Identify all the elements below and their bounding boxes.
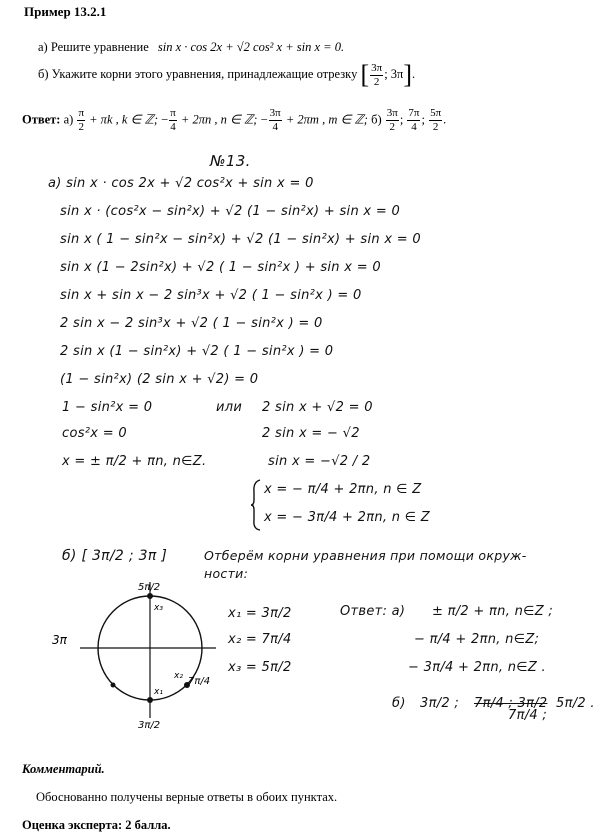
part-a-prefix: а) Решите уравнение	[38, 40, 149, 54]
root-x1: x₁ = 3π/2	[228, 606, 292, 621]
case-right-3: sin x = −√2 / 2	[268, 454, 371, 469]
b3-den: 2	[432, 121, 439, 133]
root2-den: 4	[170, 121, 176, 133]
problem-part-a	[38, 40, 344, 55]
answer-part-a-label: а)	[63, 112, 74, 127]
unit-circle-diagram	[50, 578, 220, 738]
label-x2: x₂	[174, 671, 183, 681]
expert-score: Оценка эксперта: 2 балла.	[22, 818, 171, 832]
solution-heading: №13.	[210, 152, 251, 170]
example-title: Пример 13.2.1	[24, 4, 107, 19]
case-left-3: x = ± π/2 + πn, n∈Z.	[62, 454, 207, 469]
part-a-equation: sin x · cos 2x + √2 cos² x + sin x = 0.	[157, 40, 345, 54]
label-x1: x₁	[154, 687, 163, 697]
solution-line-5: sin x + sin x − 2 sin³x + √2 ( 1 − sin²x ) = 0	[60, 288, 362, 303]
root1-den: 2	[78, 121, 84, 133]
hw-answer-a-1: ± π/2 + πn, n∈Z ;	[432, 604, 554, 619]
root1-num: π	[78, 107, 84, 119]
hw-answer-a-3: − 3π/4 + 2πn, n∈Z .	[408, 660, 546, 675]
answer-label: Ответ:	[22, 112, 61, 127]
b3-num: 5π	[430, 107, 442, 119]
segment-right: ; 3π	[384, 66, 404, 81]
case-left-1: 1 − sin²x = 0	[62, 400, 153, 415]
root2-num: π	[170, 107, 176, 119]
part-b-prefix: б) Укажите корни этого уравнения, принадлежащие отрезку	[38, 66, 358, 81]
root-x3: x₃ = 5π/2	[228, 660, 292, 675]
part-b-text-1: Отберём корни уравнения при помощи окруж-	[204, 548, 527, 563]
segment-left-num: 3π	[371, 61, 383, 74]
b1-den: 2	[389, 121, 396, 133]
solution-line-7: 2 sin x (1 − sin²x) + √2 ( 1 − sin²x ) = 0	[60, 344, 334, 359]
b1-num: 3π	[386, 107, 398, 119]
or-word: или	[216, 400, 243, 415]
part-b-suffix: .	[412, 66, 416, 81]
root-x2: x₂ = 7π/4	[228, 632, 292, 647]
label-x3: x₃	[154, 603, 163, 613]
problem-part-b: б) Укажите корни этого уравнения, принадлежащие отрезку [ $\frac{3\pi}{2}$ ; 3π].	[38, 60, 416, 89]
part-b-segment: б) [ 3π/2 ; 3π ]	[62, 548, 168, 564]
system-bracket	[250, 478, 262, 532]
case-right-2: 2 sin x = − √2	[262, 426, 360, 441]
solution-line-3: sin x ( 1 − sin²x − sin²x) + √2 (1 − sin²x) + sin x = 0	[60, 232, 421, 247]
hw-answer-a-2: − π/4 + 2πn, n∈Z;	[414, 632, 540, 647]
system-line-1: x = − π/4 + 2πn, n ∈ Z	[264, 482, 422, 497]
answer-line: Ответ: а) $\frac{\pi}{2}$ + πk , k ∈ ℤ; − $\frac{\pi}{4}$ + 2πn , n ∈ ℤ; − $\frac{3\pi}{4}$ + 2πm , m ∈ ℤ; б) $\frac{3\pi}{2}$ ; $\frac{7\pi}{4}$ ; $\frac{5\pi}{2}$ .	[22, 107, 447, 133]
part-b-text-2: ности:	[204, 566, 249, 581]
root3-den: 4	[272, 121, 278, 133]
label-bottom: 3π/2	[138, 720, 161, 731]
root3-rest: + 2πm , m ∈ ℤ;	[285, 112, 368, 127]
solution-line-2: sin x · (cos²x − sin²x) + √2 (1 − sin²x) + sin x = 0	[60, 204, 401, 219]
point-x3	[147, 593, 153, 599]
solution-line-1: а) sin x · cos 2x + √2 cos²x + sin x = 0	[48, 176, 314, 191]
comment-text: Обоснованно получены верные ответы в обоих пунктах.	[36, 790, 338, 804]
system-line-2: x = − 3π/4 + 2πn, n ∈ Z	[264, 510, 431, 525]
solution-line-6: 2 sin x − 2 sin³x + √2 ( 1 − sin²x ) = 0	[60, 316, 323, 331]
hw-answer-b-struck: 7π/4 ; 3π/2	[474, 696, 548, 711]
hw-answer-b-2: 7π/4 ;	[508, 708, 548, 723]
root2-rest: + 2πn , n ∈ ℤ;	[180, 112, 258, 127]
b2-den: 4	[411, 121, 417, 133]
case-left-2: cos²x = 0	[62, 426, 127, 441]
comment-label: Комментарий.	[22, 762, 105, 776]
label-left: 3π	[52, 633, 67, 647]
label-top: 5π/2	[138, 582, 161, 593]
case-right-1: 2 sin x + √2 = 0	[262, 400, 373, 415]
segment-left-den: 2	[373, 75, 380, 88]
hw-answer-label: Ответ: а)	[340, 604, 406, 619]
solution-line-8: (1 − sin²x) (2 sin x + √2) = 0	[60, 372, 259, 387]
hw-answer-b-3: 5π/2 .	[556, 696, 595, 711]
solution-line-4: sin x (1 − 2sin²x) + √2 ( 1 − sin²x ) + sin x = 0	[60, 260, 381, 275]
answer-part-b-label: б)	[371, 112, 382, 127]
root1-rest: + πk , k ∈ ℤ;	[89, 112, 159, 127]
label-right: 7π/4	[188, 676, 211, 687]
arc-marker	[98, 648, 150, 700]
hw-answer-b-label: б)	[392, 696, 406, 711]
b2-num: 7π	[408, 107, 420, 119]
hw-answer-b-1: 3π/2 ;	[420, 696, 460, 711]
root3-num: 3π	[269, 107, 281, 119]
